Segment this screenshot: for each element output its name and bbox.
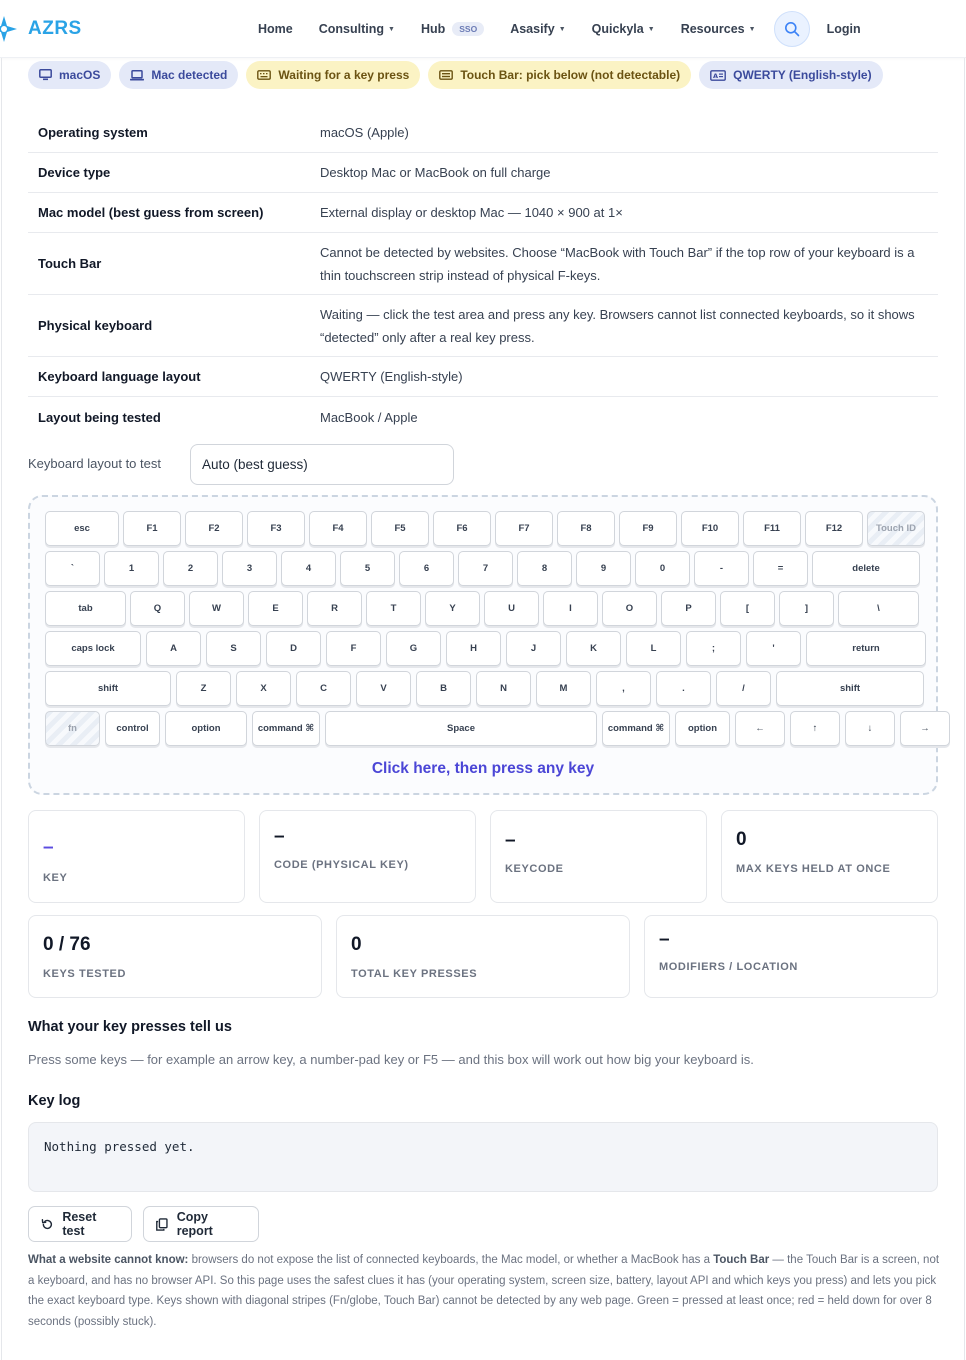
- key-control[interactable]: control: [105, 711, 160, 746]
- stat-value: –: [505, 830, 516, 851]
- key-k[interactable]: K: [566, 631, 621, 666]
- search-icon: [784, 21, 800, 37]
- key-v[interactable]: V: [356, 671, 411, 706]
- key-g[interactable]: G: [386, 631, 441, 666]
- chip-device: [119, 61, 238, 89]
- logo-star-icon: [0, 14, 22, 44]
- monitor-icon: [39, 69, 52, 81]
- nav-quickyla[interactable]: [592, 22, 655, 36]
- key-sym-1-11[interactable]: -: [694, 551, 749, 586]
- sso-badge: SSO: [452, 22, 484, 36]
- detection-chips: [28, 61, 883, 89]
- info-row-language-layout: [28, 357, 938, 397]
- stat-value: 0: [736, 829, 747, 850]
- key-f5[interactable]: F5: [371, 511, 429, 546]
- search-button[interactable]: [774, 11, 810, 47]
- key-d[interactable]: D: [266, 631, 321, 666]
- key-sym-5-9[interactable]: ↓: [845, 711, 895, 746]
- key-f4[interactable]: F4: [309, 511, 367, 546]
- chip-keyboard-status: [246, 61, 420, 89]
- info-value: Waiting — click the test area and press any key. Browsers cannot list connected keyboards, so it shows “detected” only after a real key press.: [320, 306, 915, 345]
- key-q[interactable]: Q: [130, 591, 185, 626]
- key-log: Nothing pressed yet.: [28, 1122, 938, 1192]
- key-sym-5-10[interactable]: →: [900, 711, 950, 746]
- caret-down-icon: ▼: [647, 25, 655, 33]
- main-nav: [258, 0, 861, 58]
- stat-label: CODE (PHYSICAL KEY): [274, 859, 409, 871]
- stat-label: KEY: [43, 872, 68, 884]
- key-command[interactable]: command ⌘: [252, 711, 320, 746]
- key-shift[interactable]: shift: [776, 671, 924, 706]
- chip-os-label: macOS: [59, 68, 101, 82]
- key-option[interactable]: option: [675, 711, 730, 746]
- stat-key: [28, 810, 245, 903]
- key-a[interactable]: A: [146, 631, 201, 666]
- key-1[interactable]: 1: [104, 551, 159, 586]
- reset-test-button[interactable]: [28, 1206, 132, 1242]
- touchbar-icon: [439, 70, 453, 80]
- laptop-icon: [130, 70, 144, 81]
- nav-asasify[interactable]: [510, 22, 565, 36]
- nav-quickyla-label: Quickyla: [591, 22, 644, 36]
- key-log-title: Key log: [28, 1093, 81, 1109]
- info-value: External display or desktop Mac — 1040 × 900 at 1×: [320, 205, 623, 220]
- key-sym-4-9[interactable]: .: [656, 671, 711, 706]
- key-f3[interactable]: F3: [247, 511, 305, 546]
- key-space[interactable]: Space: [325, 711, 597, 746]
- key-w[interactable]: W: [189, 591, 244, 626]
- key-x[interactable]: X: [236, 671, 291, 706]
- site-header: [0, 0, 966, 58]
- key-delete[interactable]: delete: [812, 551, 920, 586]
- key-i[interactable]: I: [543, 591, 598, 626]
- key-sym-1-12[interactable]: =: [753, 551, 808, 586]
- key-sym-2-13[interactable]: \: [838, 591, 919, 626]
- nav-hub[interactable]: [421, 22, 484, 36]
- key-return[interactable]: return: [806, 631, 926, 666]
- key-8[interactable]: 8: [517, 551, 572, 586]
- device-info-table: [28, 113, 938, 437]
- nav-home[interactable]: [258, 22, 293, 36]
- keyboard-test-area[interactable]: [28, 495, 938, 795]
- privacy-footnote: [28, 1250, 940, 1332]
- key-s[interactable]: S: [206, 631, 261, 666]
- stat-label: TOTAL KEY PRESSES: [351, 968, 478, 980]
- logo-text: AZRS: [28, 18, 82, 39]
- info-value: Cannot be detected by websites. Choose “MacBook with Touch Bar” if the top row of your keyboard is a thin touchscreen strip instead of physical F-keys.: [320, 244, 915, 283]
- page-border-right: [964, 58, 965, 1360]
- info-key: Mac model (best guess from screen): [38, 205, 264, 220]
- key-f9[interactable]: F9: [619, 511, 677, 546]
- key-7[interactable]: 7: [458, 551, 513, 586]
- key-shift[interactable]: shift: [45, 671, 171, 706]
- info-key: Physical keyboard: [38, 318, 153, 333]
- key-f8[interactable]: F8: [557, 511, 615, 546]
- nav-hub-label: Hub: [420, 22, 446, 36]
- stat-value: 0: [351, 934, 362, 955]
- key-h[interactable]: H: [446, 631, 501, 666]
- info-key: Device type: [38, 165, 111, 180]
- keyboard-hint: Click here, then press any key: [371, 760, 595, 777]
- key-tab[interactable]: tab: [45, 591, 126, 626]
- key-3[interactable]: 3: [222, 551, 277, 586]
- key-f7[interactable]: F7: [495, 511, 553, 546]
- chip-language: [699, 61, 882, 89]
- info-value: Desktop Mac or MacBook on full charge: [320, 165, 551, 180]
- key-sym-3-11[interactable]: ': [746, 631, 801, 666]
- stat-modifiers: [644, 915, 938, 998]
- key-touch-id[interactable]: Touch ID: [867, 511, 925, 546]
- stat-label: KEYCODE: [505, 863, 564, 875]
- key-4[interactable]: 4: [281, 551, 336, 586]
- stat-value: –: [659, 929, 670, 950]
- chip-device-label: Mac detected: [151, 68, 228, 82]
- key-j[interactable]: J: [506, 631, 561, 666]
- key-e[interactable]: E: [248, 591, 303, 626]
- key-sym-3-10[interactable]: ;: [686, 631, 741, 666]
- chip-touchbar: [428, 61, 691, 89]
- caret-down-icon: ▼: [388, 25, 395, 33]
- info-row-physical-keyboard: [28, 295, 938, 357]
- copy-report-label: Copy report: [176, 1210, 213, 1238]
- info-row-device-type: [28, 153, 938, 193]
- nav-resources[interactable]: [681, 22, 756, 36]
- key-z[interactable]: Z: [176, 671, 231, 706]
- info-row-touch-bar: [28, 233, 938, 295]
- page-border-left: [1, 58, 2, 1360]
- copy-icon: [156, 1218, 168, 1231]
- key-t[interactable]: T: [366, 591, 421, 626]
- key-u[interactable]: U: [484, 591, 539, 626]
- language-icon: [710, 70, 726, 81]
- info-row-mac-model: [28, 193, 938, 233]
- footnote-text: — the Touch Bar is a screen, not a keyboard, and has no browser API. So this page uses the safest clues it has (your operating system, screen size, battery, layout API and which keys you press) and lets you pick the exact keyboard type. Keys shown with diagonal stripes (Fn/globe, Touch Bar) cannot be detected by any web page. Green = pressed at least once; red = held down for over 8 seconds (possibly stuck).: [28, 1254, 940, 1328]
- key-y[interactable]: Y: [425, 591, 480, 626]
- footnote-text: browsers do not expose the list of connected keyboards, the Mac model, or whether a MacBook has a: [188, 1254, 714, 1266]
- key-sym-2-11[interactable]: [: [720, 591, 775, 626]
- stat-label: MAX KEYS HELD AT ONCE: [736, 863, 891, 875]
- info-row-os: [28, 113, 938, 153]
- key-c[interactable]: C: [296, 671, 351, 706]
- key-6[interactable]: 6: [399, 551, 454, 586]
- login-link[interactable]: Login: [826, 22, 861, 36]
- footnote-touchbar: Touch Bar: [713, 1254, 770, 1266]
- key-5[interactable]: 5: [340, 551, 395, 586]
- key-f11[interactable]: F11: [743, 511, 801, 546]
- insights-text: Press some keys — for example an arrow key, a number-pad key or F5 — and this box will work out how big your keyboard is.: [28, 1052, 754, 1067]
- stat-total-presses: [336, 915, 630, 998]
- chip-keyboard-status-label: Waiting for a key press: [278, 68, 410, 82]
- reset-test-label: Reset test: [62, 1210, 97, 1238]
- key-f2[interactable]: F2: [185, 511, 243, 546]
- svg-text:A: A: [713, 71, 719, 80]
- key-sym-5-7[interactable]: ←: [735, 711, 785, 746]
- key-f10[interactable]: F10: [681, 511, 739, 546]
- footnote-lead: What a website cannot know:: [28, 1254, 189, 1266]
- keyboard-icon: [257, 70, 271, 80]
- key-0[interactable]: 0: [635, 551, 690, 586]
- info-key: Touch Bar: [38, 256, 102, 271]
- key-f1[interactable]: F1: [123, 511, 181, 546]
- copy-report-button[interactable]: [143, 1206, 259, 1242]
- key-caps-lock[interactable]: caps lock: [45, 631, 141, 666]
- info-key: Layout being tested: [38, 409, 161, 425]
- nav-consulting-label: Consulting: [318, 22, 384, 36]
- key-p[interactable]: P: [661, 591, 716, 626]
- key-f[interactable]: F: [326, 631, 381, 666]
- key-b[interactable]: B: [416, 671, 471, 706]
- insights-title: What your key presses tell us: [28, 1019, 232, 1035]
- caret-down-icon: ▼: [558, 25, 566, 33]
- chip-touchbar-label: Touch Bar: pick below (not detectable): [460, 68, 681, 82]
- key-n[interactable]: N: [476, 671, 531, 706]
- key-command[interactable]: command ⌘: [602, 711, 670, 746]
- key-f6[interactable]: F6: [433, 511, 491, 546]
- key-sym-4-8[interactable]: ,: [596, 671, 651, 706]
- key-sym-2-12[interactable]: ]: [779, 591, 834, 626]
- stat-value: –: [274, 826, 285, 847]
- key-sym-4-10[interactable]: /: [716, 671, 771, 706]
- info-key: Keyboard language layout: [38, 369, 201, 384]
- key-2[interactable]: 2: [163, 551, 218, 586]
- info-row-layout-tested: [28, 397, 938, 437]
- key-r[interactable]: R: [307, 591, 362, 626]
- site-logo[interactable]: [0, 14, 82, 44]
- stat-label: MODIFIERS / LOCATION: [659, 961, 798, 973]
- key-m[interactable]: M: [536, 671, 591, 706]
- stat-label: KEYS TESTED: [43, 968, 127, 980]
- key-fn[interactable]: fn: [45, 711, 100, 746]
- layout-select-label: Keyboard layout to test: [28, 456, 161, 471]
- info-key: Operating system: [38, 125, 148, 140]
- caret-down-icon: ▼: [748, 25, 756, 33]
- stat-keys-tested: [28, 915, 322, 998]
- key-sym-5-8[interactable]: ↑: [790, 711, 840, 746]
- key-f12[interactable]: F12: [805, 511, 863, 546]
- info-value: MacBook / Apple: [320, 409, 418, 425]
- key-o[interactable]: O: [602, 591, 657, 626]
- key-sym-1-0[interactable]: `: [45, 551, 100, 586]
- nav-consulting[interactable]: [319, 22, 395, 36]
- stat-code: [259, 810, 476, 903]
- stat-value: –: [43, 837, 54, 858]
- stat-keycode: [490, 810, 707, 903]
- nav-asasify-label: Asasify: [510, 22, 555, 36]
- chip-language-label: QWERTY (English-style): [733, 68, 872, 82]
- reset-icon: [41, 1218, 53, 1231]
- info-value: QWERTY (English-style): [320, 369, 463, 384]
- key-esc[interactable]: esc: [45, 511, 119, 546]
- chip-os: [28, 61, 111, 89]
- layout-select[interactable]: Auto (best guess): [190, 444, 454, 485]
- nav-home-label: Home: [258, 22, 293, 36]
- nav-resources-label: Resources: [680, 22, 745, 36]
- info-value: macOS (Apple): [320, 125, 409, 140]
- stat-value: 0 / 76: [43, 934, 91, 955]
- key-option[interactable]: option: [165, 711, 247, 746]
- key-9[interactable]: 9: [576, 551, 631, 586]
- key-l[interactable]: L: [626, 631, 681, 666]
- stat-max-keys: [721, 810, 938, 903]
